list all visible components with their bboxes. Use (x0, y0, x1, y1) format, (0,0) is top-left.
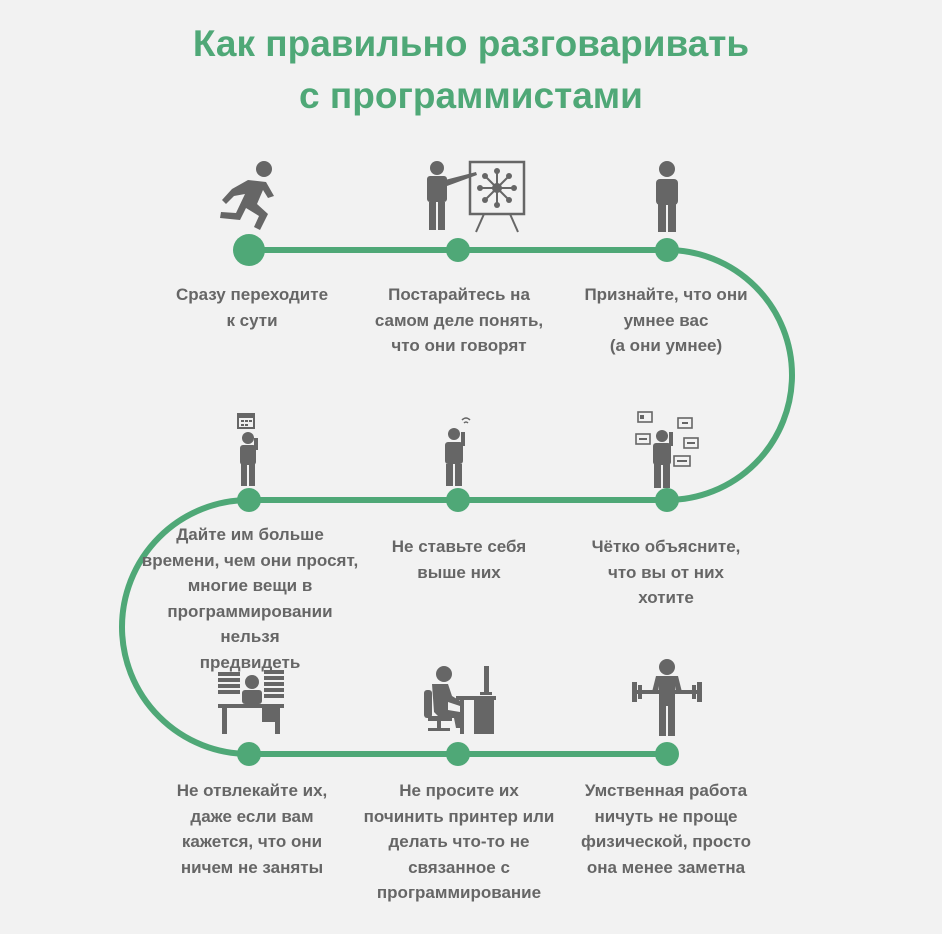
label-line: физической, просто (580, 832, 752, 851)
label-line: Не просите их (399, 781, 519, 800)
label-line: многие вещи в (187, 576, 313, 595)
person-calendar-icon (236, 412, 266, 486)
step-label-dont-distract (152, 778, 352, 880)
label-line: к сути (226, 310, 278, 330)
label-line: Признайте, что они (584, 285, 748, 304)
step-label-no-printer (349, 778, 569, 906)
timeline-dot (237, 742, 261, 766)
programmer-desk-icon (418, 662, 496, 736)
standing-person-icon (652, 160, 682, 232)
step-label-explain-clearly (566, 534, 766, 611)
person-phone-icon (442, 412, 476, 486)
label-line: программировании нельзя (167, 601, 333, 646)
label-line: Сразу переходите (175, 285, 329, 304)
label-line: Не ставьте себя (391, 537, 527, 556)
step-label-get-to-point (152, 282, 352, 333)
timeline-dot (446, 742, 470, 766)
label-line: что они говорят (391, 336, 527, 355)
label-line: Чётко объясните, (591, 537, 741, 556)
label-line: она менее заметна (586, 857, 746, 877)
timeline-dot-start (233, 234, 265, 266)
step-label-mental-work (566, 778, 766, 880)
label-line: выше них (417, 562, 501, 582)
label-line: ничуть не проще (594, 806, 738, 826)
label-line: кажется, что они (181, 832, 323, 851)
label-line: ничем не заняты (180, 857, 324, 877)
running-person-icon (212, 160, 288, 232)
title-line-1: Как правильно разговаривать (192, 23, 750, 64)
label-line: связанное с (408, 857, 510, 877)
label-line: делать что-то не (388, 832, 530, 851)
timeline-dot (655, 742, 679, 766)
label-line: умнее вас (623, 310, 709, 330)
busy-desk-icon (216, 668, 286, 734)
step-label-understand (359, 282, 559, 359)
weightlifter-icon (630, 658, 704, 736)
step-label-more-time (140, 522, 360, 675)
label-line: предвидеть (199, 652, 301, 672)
label-line: самом деле понять, (374, 310, 544, 330)
label-line: программирование (376, 883, 542, 902)
label-line: даже если вам (190, 806, 314, 826)
timeline-dot (655, 238, 679, 262)
label-line: Не отвлекайте их, (176, 781, 328, 800)
label-line: Постарайтесь на (388, 285, 530, 304)
step-label-admit-smarter (566, 282, 766, 359)
step-label-not-above (359, 534, 559, 585)
timeline-dot (446, 488, 470, 512)
label-line: починить принтер или (363, 806, 555, 826)
label-line: времени, чем они просят, (141, 550, 359, 570)
title-line-2: с программистами (299, 75, 643, 116)
label-line: хотите (638, 588, 694, 607)
label-line: (а они умнее) (609, 336, 723, 355)
label-line: Дайте им больше (176, 525, 324, 544)
label-line: Умственная работа (584, 781, 748, 800)
presentation-board-icon (418, 158, 526, 234)
timeline-dot (237, 488, 261, 512)
timeline-dot (446, 238, 470, 262)
person-charts-icon (634, 410, 700, 488)
label-line: что вы от них (608, 562, 724, 582)
timeline-dot (655, 488, 679, 512)
